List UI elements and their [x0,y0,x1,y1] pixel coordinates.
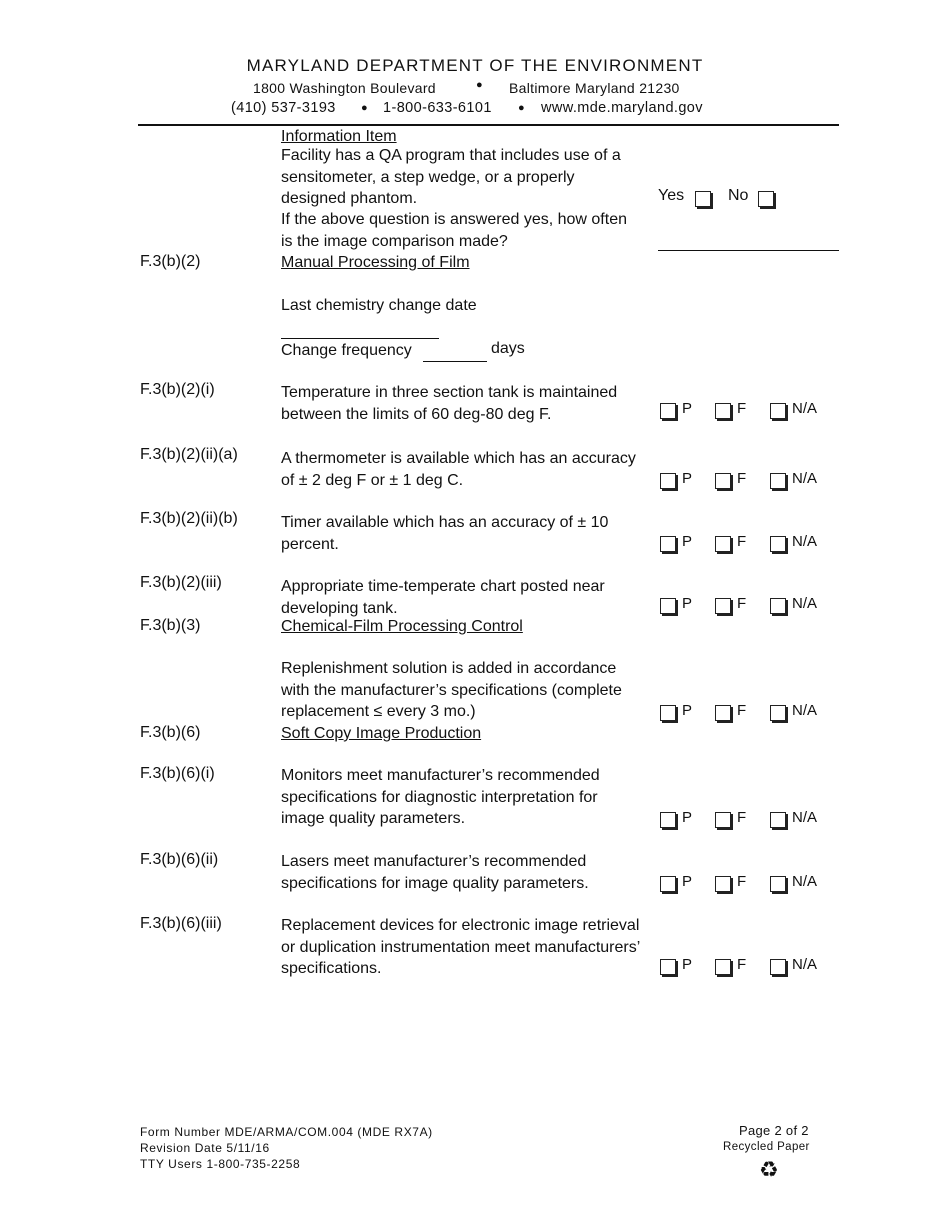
yes-checkbox[interactable] [695,191,711,207]
bullet-separator: ● [361,102,368,114]
agency-title: MARYLAND DEPARTMENT OF THE ENVIRONMENT [246,56,704,75]
pass-label: P [682,873,693,890]
chemistry-change-label: Last chemistry change date [281,297,477,314]
na-label: N/A [792,533,818,550]
fail-label: F [737,873,747,890]
fail-checkbox[interactable] [715,598,731,614]
pass-checkbox[interactable] [660,536,676,552]
pass-label: P [682,470,693,487]
no-label: No [728,187,749,204]
item-text: Timer available which has an accuracy of ± 10 percent. [281,514,609,553]
pass-label: P [682,400,693,417]
item-text: Monitors meet manufacturer’s recommended specifications for diagnostic interpretation for image quality parameters. [281,767,600,827]
phone-tollfree: 1-800-633-6101 [383,100,492,116]
na-checkbox[interactable] [770,403,786,419]
yes-label: Yes [658,187,685,204]
days-label: days [491,340,525,357]
info-item-question: Facility has a QA program that includes use of a sensitometer, a step wedge, or a properly designed phantom. [281,147,621,207]
pass-checkbox[interactable] [660,473,676,489]
pass-checkbox[interactable] [660,403,676,419]
pass-label: P [682,702,693,719]
na-checkbox[interactable] [770,812,786,828]
pass-checkbox[interactable] [660,959,676,975]
item-code: F.3(b)(2)(ii)(a) [140,446,238,463]
pass-checkbox[interactable] [660,876,676,892]
item-text: Appropriate time-temperate chart posted near developing tank. [281,578,605,617]
bullet-separator: ● [518,102,525,114]
website: www.mde.maryland.gov [541,100,703,116]
info-item-followup: If the above question is answered yes, how often is the image comparison made? [281,211,627,250]
address-street: 1800 Washington Boulevard [253,80,436,96]
fail-checkbox[interactable] [715,473,731,489]
na-label: N/A [792,470,818,487]
pass-checkbox[interactable] [660,598,676,614]
item-code: F.3(b)(2)(i) [140,381,215,398]
na-checkbox[interactable] [770,705,786,721]
fail-checkbox[interactable] [715,959,731,975]
na-checkbox[interactable] [770,536,786,552]
phone-main: (410) 537-3193 [231,100,336,116]
form-number: Form Number MDE/ARMA/COM.004 (MDE RX7A) [140,1125,433,1139]
section-code: F.3(b)(3) [140,617,201,634]
item-code: F.3(b)(6)(iii) [140,915,222,932]
manual-processing-heading: Manual Processing of Film [281,254,470,271]
na-label: N/A [792,809,818,826]
fail-checkbox[interactable] [715,403,731,419]
fail-checkbox[interactable] [715,536,731,552]
na-checkbox[interactable] [770,959,786,975]
na-checkbox[interactable] [770,876,786,892]
comparison-frequency-field[interactable] [658,250,839,251]
header-rule [138,124,839,126]
no-checkbox[interactable] [758,191,774,207]
fail-label: F [737,956,747,973]
pass-label: P [682,809,693,826]
item-code: F.3(b)(2)(iii) [140,574,222,591]
recycled-paper-label: Recycled Paper [723,1141,810,1153]
na-label: N/A [792,702,818,719]
item-text: Temperature in three section tank is maintained between the limits of 60 deg-80 deg F. [281,384,618,423]
item-code: F.3(b)(2)(ii)(b) [140,510,238,527]
pass-label: P [682,595,693,612]
fail-checkbox[interactable] [715,705,731,721]
pass-checkbox[interactable] [660,812,676,828]
fail-checkbox[interactable] [715,876,731,892]
chemistry-change-date-field[interactable] [281,338,439,339]
change-frequency-label: Change frequency [281,342,412,359]
pass-label: P [682,533,693,550]
page-number: Page 2 of 2 [739,1123,809,1138]
revision-date: Revision Date 5/11/16 [140,1141,270,1155]
soft-copy-heading: Soft Copy Image Production [281,725,482,742]
fail-label: F [737,533,747,550]
bullet-separator: ● [476,79,483,91]
na-label: N/A [792,400,818,417]
na-label: N/A [792,595,818,612]
item-text: Lasers meet manufacturer’s recommended specifications for image quality parameters. [281,853,589,892]
chemical-film-heading: Chemical-Film Processing Control [281,618,523,635]
item-code: F.3(b)(6)(ii) [140,851,219,868]
section-code: F.3(b)(2) [140,253,201,270]
fail-label: F [737,470,747,487]
fail-checkbox[interactable] [715,812,731,828]
item-code: F.3(b)(6)(i) [140,765,215,782]
na-label: N/A [792,956,818,973]
item-text: Replacement devices for electronic image retrieval or duplication instrumentation meet manufacturers’ specifications. [281,917,640,977]
na-label: N/A [792,873,818,890]
change-frequency-field[interactable] [423,361,487,362]
item-text: A thermometer is available which has an accuracy of ± 2 deg F or ± 1 deg C. [281,450,636,489]
info-item-heading: Information Item [281,128,397,145]
section-code: F.3(b)(6) [140,724,201,741]
item-text: Replenishment solution is added in accordance with the manufacturer’s specifications (complete replacement ≤ every 3 mo.) [281,660,622,720]
pass-checkbox[interactable] [660,705,676,721]
address-city: Baltimore Maryland 21230 [509,80,680,96]
na-checkbox[interactable] [770,473,786,489]
fail-label: F [737,809,747,826]
pass-label: P [682,956,693,973]
fail-label: F [737,702,747,719]
na-checkbox[interactable] [770,598,786,614]
fail-label: F [737,595,747,612]
fail-label: F [737,400,747,417]
recycle-icon: ♻ [759,1157,779,1182]
tty-number: TTY Users 1-800-735-2258 [140,1157,301,1171]
